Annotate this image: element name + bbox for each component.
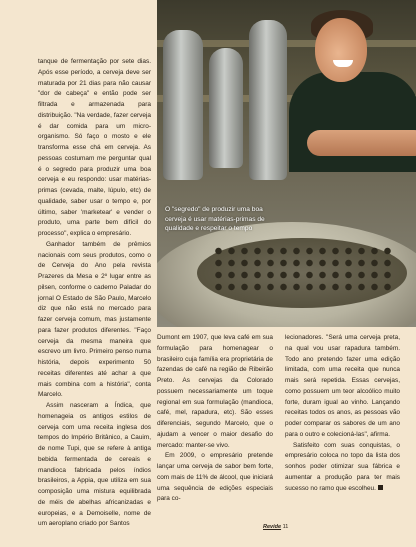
end-of-article-mark	[378, 485, 383, 490]
page-number: 11	[282, 524, 289, 530]
brew-tank	[249, 20, 287, 180]
brew-tank	[163, 30, 203, 180]
photo-caption: O "segredo" de produzir uma boa cerveja é usar matérias-primas de qualidade e respeitar o tempo	[165, 206, 265, 233]
paragraph: Assim nasceram a Índica, que homenageia os antigos estilos de cerveja com uma receita inglesa dos tempos do Império Britânico, a Cauim, de nome Tupi, que se refere à antiga bebida fermentada de cereais e mandioca fabricada pelos índios brasileiros, a Appia, que utiliza em sua composição uma mistura equilibrada de méis de abelhas africanizadas e europeias, e a Demoiselle, nome de um aeroplano criado por Santos	[38, 402, 151, 528]
person-face	[315, 18, 367, 82]
paragraph: Dumont em 1907, que leva café em sua formulação para homenagear o brasileiro cuja família era proprietária de fazendas de café na região de Ribeirão Preto. As cervejas da Colorado possuem necessariamente um toque regional em sua formulação (mandioca, café, mel, rapadura, etc). São esses diferenciais, segundo Marcelo, que o ajudam a vencer o maior desafio do mercado: manter-se vivo.	[157, 334, 273, 449]
paragraph: tanque de fermentação por sete dias. Após esse período, a cerveja deve ser maturada por 21 dias para não causar "dor de cabeça" e então pode ser filtrada e armazenada para distribuição. "Na verdade, fazer cerveja é dar comida para um micro-organismo. Só faço o mosto e ele transforma esse chá em cerveja. As pessoas costumam me perguntar qual é o segredo para produzir uma boa cerveja e eu respondo: usar matérias-primas (cevada, malte, lúpulo, etc) de qualidade, saber usar o tempo e, por último, saber 'marketear' e vender o produto, uma parte bem difícil do processo", explica o empresário.	[38, 58, 151, 237]
person-body	[289, 72, 416, 172]
paragraph	[285, 441, 400, 495]
bottle-rows	[212, 245, 397, 295]
paragraph: lecionadores. "Será uma cerveja preta, na qual vou usar rapadura também. Todo ano pretendo fazer uma edição limitada, com uma receita que nunca mais será repetida. Essas cervejas, como possuem um teor alcoólico muito forte, duram igual ao vinho. Lançando receitas todos os anos, as pessoas vão poder comparar os sabores de um ano para o outro e colecioná-las", afirma.	[285, 334, 400, 438]
page-footer	[263, 524, 288, 530]
person-arm	[307, 130, 416, 156]
article-column-1	[38, 57, 151, 530]
brew-tank	[209, 48, 243, 168]
paragraph: Ganhador também de prêmios nacionais com seus produtos, como o de Cerveja do Ano pela revista Prazeres da Mesa e 2º lugar entre as pilsen, conforme o caderno Paladar do jornal O Estado de São Paulo, Marcelo diz que não está no mercado para fazer cerveja comum, mas justamente para fazer produtos diferentes. "Faço cerveja da mesma maneira que escrevo um livro. Primeiro penso numa história, depois experimento 50 receitas diferentes até achar a que mais combina com a história", conta Marcelo.	[38, 240, 151, 399]
article-column-2	[157, 333, 273, 505]
magazine-name: Revide	[263, 524, 282, 530]
article-column-3	[285, 333, 400, 494]
paragraph-text: Satisfeito com suas conquistas, o empresário coloca no topo da lista dos sonhos poder otimizar sua fábrica e aumentar a produção para ter mais sucesso no ramo que escolheu.	[285, 441, 400, 492]
paragraph: Em 2009, o empresário pretende lançar uma cerveja de sabor bem forte, com mais de 11% de álcool, que iniciará uma sequência de edições especiais para co-	[157, 452, 273, 503]
brewer-photo	[157, 0, 416, 327]
